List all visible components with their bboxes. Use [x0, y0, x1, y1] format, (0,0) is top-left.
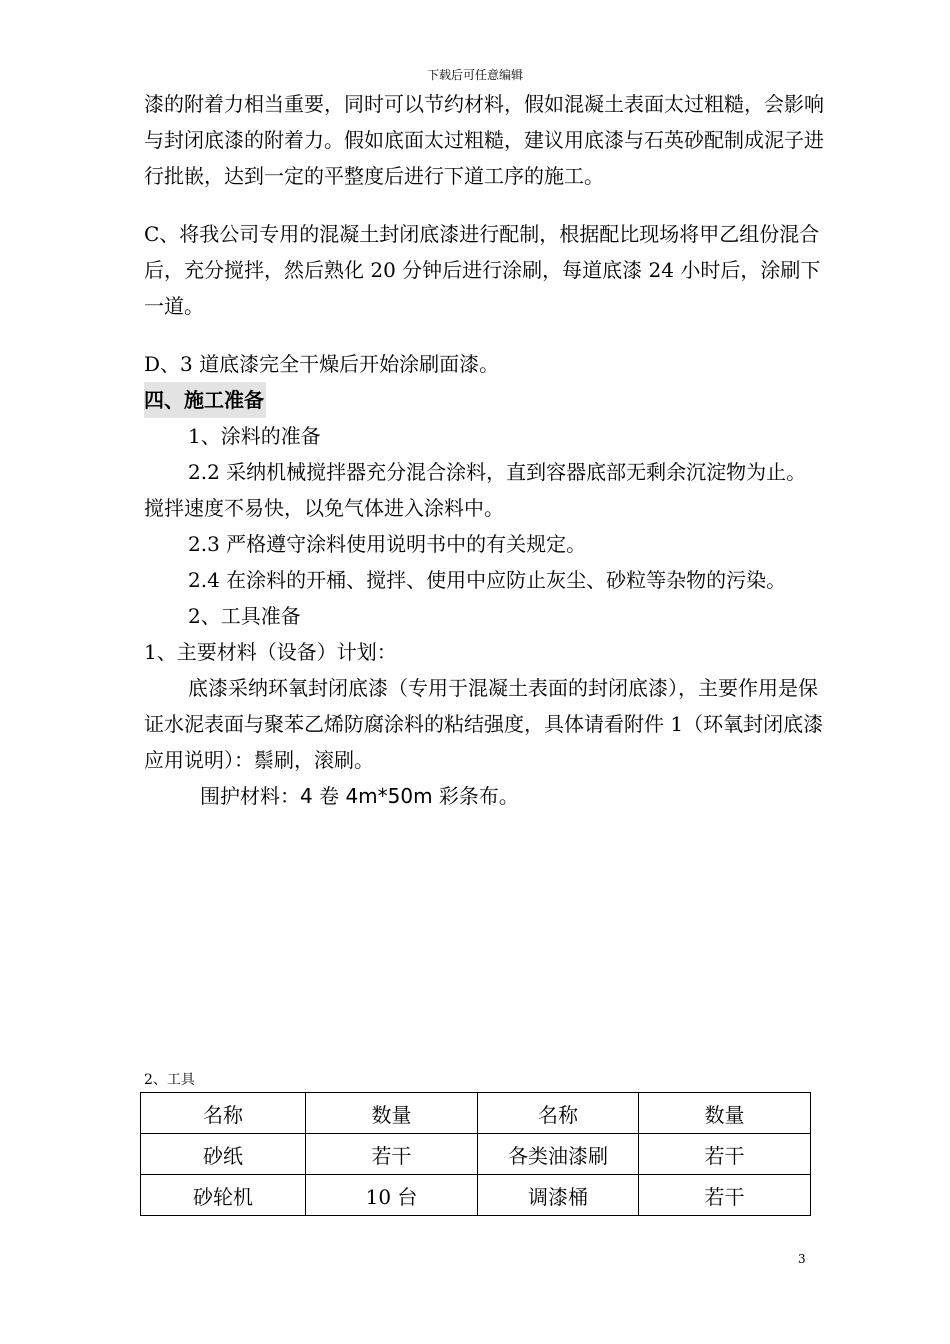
table-cell: 10 台 [306, 1175, 478, 1216]
paragraph-step-c: C、将我公司专用的混凝土封闭底漆进行配制，根据配比现场将甲乙组份混合后，充分搅拌，然后熟化 20 分钟后进行涂刷，每道底漆 24 小时后，涂刷下一道。 [144, 222, 821, 318]
table-cell: 若干 [306, 1134, 478, 1175]
tools-table [140, 1092, 811, 1216]
table-cell: 砂纸 [141, 1134, 306, 1175]
paragraph-2-3: 2.3 严格遵守涂料使用说明书中的有关规定。 [188, 532, 587, 556]
paragraph-tool-prep: 2、工具准备 [188, 604, 301, 628]
paragraph-coating-prep: 1、涂料的准备 [188, 424, 321, 448]
table-cell: 各类油漆刷 [478, 1134, 639, 1175]
section-heading [144, 382, 824, 418]
page-number: 3 [798, 1252, 806, 1266]
enclosure-quantity: 4 卷 4m*50m [300, 784, 433, 808]
tools-caption: 2、工具 [144, 1072, 195, 1088]
table-cell: 若干 [639, 1134, 811, 1175]
enclosure-prefix: 围护材料： [200, 784, 300, 808]
document-body [144, 86, 824, 814]
table-header-cell: 名称 [141, 1093, 306, 1134]
section-heading-text: 四、施工准备 [144, 382, 266, 418]
table-header-row [141, 1093, 811, 1134]
paragraph-2-4: 2.4 在涂料的开桶、搅拌、使用中应防止灰尘、砂粒等杂物的污染。 [188, 568, 787, 592]
paragraph-surface-prep: 漆的附着力相当重要，同时可以节约材料，假如混凝土表面太过粗糙，会影响与封闭底漆的附着力。假如底面太过粗糙，建议用底漆与石英砂配制成泥子进行批嵌，达到一定的平整度后进行下道工序的施工。 [144, 92, 824, 188]
table-row [141, 1134, 811, 1175]
table-cell: 调漆桶 [478, 1175, 639, 1216]
table-header-cell: 数量 [639, 1093, 811, 1134]
table-cell: 砂轮机 [141, 1175, 306, 1216]
paragraph-enclosure [144, 778, 824, 814]
paragraph-primer: 底漆采纳环氧封闭底漆（专用于混凝土表面的封闭底漆），主要作用是保证水泥表面与聚苯乙烯防腐涂料的粘结强度，具体请看附件 1（环氧封闭底漆应用说明）：鬃刷，滚刷。 [144, 676, 824, 772]
table-cell: 若干 [639, 1175, 811, 1216]
table-header-cell: 数量 [306, 1093, 478, 1134]
page-header: 下载后可任意编辑 [426, 68, 523, 82]
table-header-cell: 名称 [478, 1093, 639, 1134]
paragraph-step-d: D、3 道底漆完全干燥后开始涂刷面漆。 [144, 352, 500, 376]
paragraph-materials-plan: 1、主要材料（设备）计划： [144, 640, 397, 664]
enclosure-suffix: 彩条布。 [432, 784, 519, 808]
table-row [141, 1175, 811, 1216]
paragraph-2-2: 2.2 采纳机械搅拌器充分混合涂料，直到容器底部无剩余沉淀物为止。搅拌速度不易快，以免气体进入涂料中。 [144, 460, 807, 520]
